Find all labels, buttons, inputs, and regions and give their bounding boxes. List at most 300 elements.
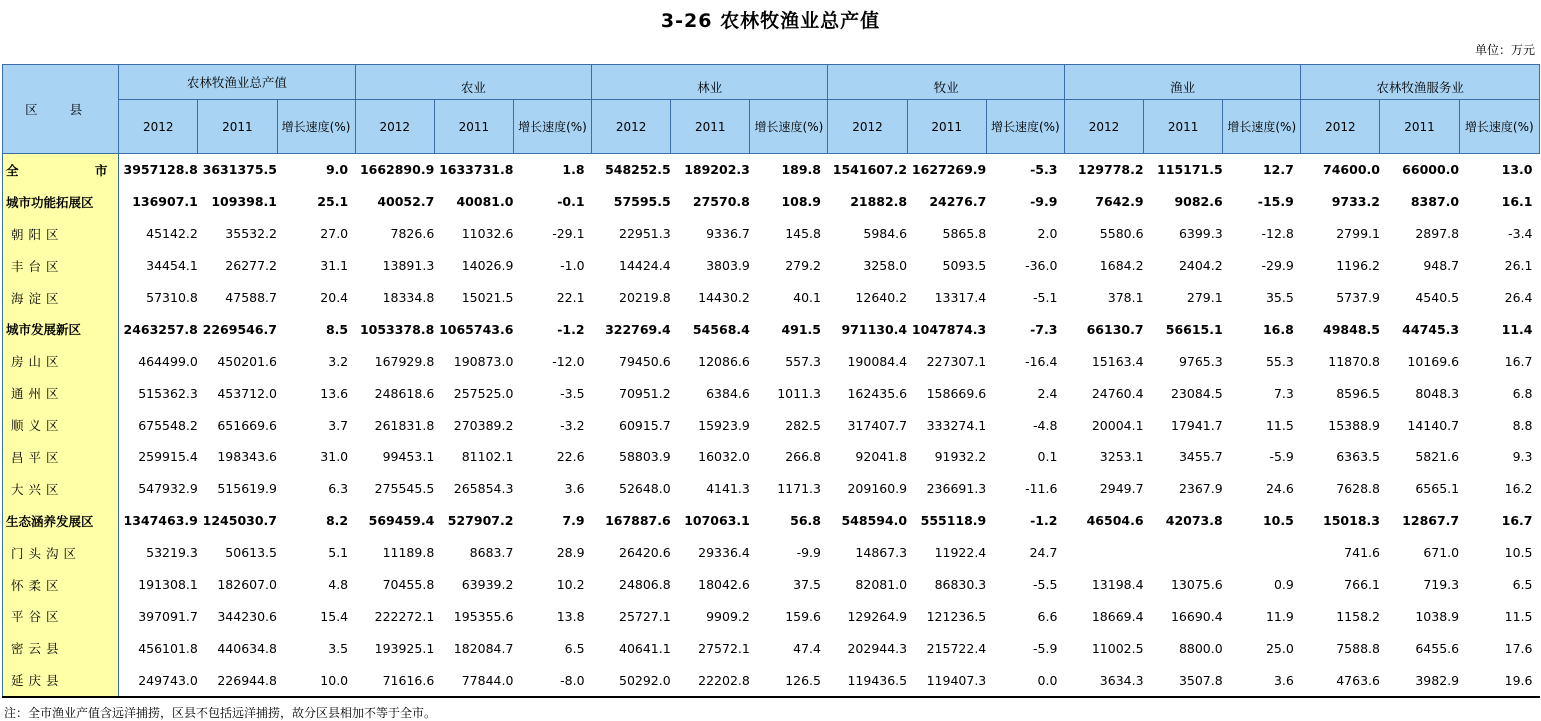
table-row	[3, 313, 1540, 345]
value-cell: 26.4	[1504, 290, 1533, 305]
value-cell: 971130.4	[841, 321, 908, 337]
value-cell: 119407.3	[907, 664, 986, 697]
value-cell: 5737.9	[1336, 290, 1380, 305]
value-cell: 3258.0	[863, 258, 908, 274]
value-cell: 4.8	[328, 577, 349, 593]
value-cell: 257525.0	[453, 385, 514, 401]
growth-rate-header: 增长速度(%)	[513, 100, 591, 154]
value-cell: 3.6	[1223, 664, 1301, 697]
value-cell: 236691.3	[926, 481, 987, 497]
value-cell: 198343.6	[217, 449, 277, 465]
value-cell: 35.5	[1265, 290, 1294, 305]
value-cell: 6399.3	[1178, 226, 1223, 242]
value-cell: 548252.5	[605, 162, 671, 178]
table-row	[3, 409, 1540, 441]
table-row	[3, 600, 1540, 632]
year-2011-header: 2011	[907, 100, 986, 154]
value-cell: 26.1	[1504, 258, 1533, 274]
value-cell: 548594.0	[841, 513, 908, 529]
value-cell: 6.3	[328, 481, 349, 497]
value-cell: 766.1	[1344, 577, 1380, 593]
value-cell: 22951.3	[619, 226, 671, 242]
value-cell: 47.4	[793, 640, 821, 656]
value-cell: 3507.8	[1144, 664, 1223, 697]
value-cell: 397091.7	[138, 608, 198, 624]
value-cell: 2.4	[1037, 385, 1058, 401]
value-cell: 675548.2	[138, 417, 198, 433]
table-row	[3, 377, 1540, 409]
value-cell: -8.0	[513, 664, 591, 697]
value-cell: 35532.2	[225, 226, 277, 242]
value-cell: 8800.0	[1178, 640, 1223, 656]
value-cell: 3.7	[328, 417, 349, 433]
value-cell: 440634.8	[217, 640, 277, 656]
year-2011-header: 2011	[1144, 100, 1223, 154]
value-cell: 16690.4	[1170, 608, 1223, 624]
value-cell: 190873.0	[453, 353, 514, 369]
value-cell: 11189.8	[382, 545, 435, 561]
value-cell: 7826.6	[390, 226, 435, 242]
value-cell: 378.1	[1107, 290, 1144, 305]
value-cell: 0.0	[986, 664, 1064, 697]
value-cell: 4763.6	[1301, 664, 1380, 697]
value-cell: 515362.3	[138, 385, 198, 401]
value-cell: 129264.9	[847, 608, 908, 624]
value-cell: 6.6	[1037, 608, 1058, 624]
value-cell	[1223, 537, 1301, 569]
table-row	[3, 537, 1540, 569]
value-cell: 24760.4	[1091, 385, 1144, 401]
value-cell: 13.0	[1501, 162, 1533, 178]
value-cell: -4.8	[1033, 417, 1058, 433]
value-cell: 31.0	[320, 449, 349, 465]
value-cell: 16032.0	[698, 449, 750, 465]
value-cell: -5.9	[1033, 640, 1058, 656]
table-row	[3, 632, 1540, 664]
value-cell: 1011.3	[777, 385, 821, 401]
value-cell: -1.2	[557, 321, 585, 337]
value-cell: 86830.3	[934, 577, 987, 593]
value-cell: 5580.6	[1099, 226, 1144, 242]
value-cell: 5984.6	[863, 226, 908, 242]
value-cell: 37.5	[793, 577, 821, 593]
value-cell: 145.8	[785, 226, 821, 242]
value-cell: 52648.0	[619, 481, 671, 497]
region-header: 区 县	[3, 65, 119, 154]
value-cell: 24276.7	[929, 194, 987, 210]
value-cell: 5865.8	[942, 226, 987, 242]
table-row	[3, 441, 1540, 473]
value-cell: 1684.2	[1099, 258, 1144, 274]
value-cell: 71616.6	[355, 664, 434, 697]
value-cell: 226944.8	[198, 664, 277, 697]
header-forestry: 林业	[592, 65, 828, 100]
header-services: 农林牧渔服务业	[1301, 65, 1540, 100]
value-cell: 279.1	[1186, 290, 1223, 305]
table-row	[3, 505, 1540, 537]
value-cell: 6.5	[564, 640, 585, 656]
value-cell: 11.5	[1265, 417, 1294, 433]
value-cell: 491.5	[781, 321, 821, 337]
value-cell: 44745.3	[1402, 321, 1460, 337]
value-cell: 20004.1	[1091, 417, 1144, 433]
value-cell: 24.6	[1265, 481, 1294, 497]
header-animal-husbandry: 牧业	[828, 65, 1064, 100]
value-cell: 10.5	[1262, 513, 1294, 529]
value-cell: 2897.8	[1415, 226, 1460, 242]
value-cell: 126.5	[750, 664, 828, 697]
value-cell: 55.3	[1265, 353, 1294, 369]
value-cell: 82081.0	[855, 577, 908, 593]
value-cell: 24.7	[1029, 545, 1058, 561]
value-cell: 6.5	[1512, 577, 1533, 593]
value-cell: 2367.9	[1178, 481, 1223, 497]
value-cell: 63939.2	[461, 577, 514, 593]
value-cell: -12.0	[552, 353, 585, 369]
value-cell: -36.0	[1025, 258, 1058, 274]
value-cell: 42073.8	[1165, 513, 1223, 529]
value-cell: 6363.5	[1336, 449, 1380, 465]
year-2011-header: 2011	[1380, 100, 1459, 154]
value-cell: 14867.3	[855, 545, 908, 561]
value-cell: 1633731.8	[439, 162, 514, 178]
region-name: 全 市	[3, 154, 119, 186]
value-cell: 5.1	[328, 545, 349, 561]
value-cell: 12086.6	[698, 353, 750, 369]
value-cell: 47588.7	[225, 290, 277, 305]
value-cell: 193925.1	[374, 640, 435, 656]
value-cell: 195355.6	[453, 608, 514, 624]
value-cell: -15.9	[1257, 194, 1294, 210]
value-cell: 2404.2	[1178, 258, 1223, 274]
region-name: 怀柔区	[3, 569, 119, 601]
value-cell: 450201.6	[217, 353, 277, 369]
value-cell: 6.8	[1512, 385, 1533, 401]
value-cell: 25727.1	[619, 608, 671, 624]
region-name: 朝阳区	[3, 218, 119, 250]
value-cell: 8.2	[325, 513, 349, 529]
value-cell: 15388.9	[1328, 417, 1380, 433]
growth-rate-header: 增长速度(%)	[750, 100, 828, 154]
value-cell: 34454.1	[146, 258, 198, 274]
value-cell: 8.5	[325, 321, 349, 337]
value-cell: 344230.6	[217, 608, 277, 624]
value-cell: -11.6	[1025, 481, 1058, 497]
value-cell: 182084.7	[453, 640, 514, 656]
value-cell: 21882.8	[850, 194, 908, 210]
value-cell: 6455.6	[1415, 640, 1460, 656]
value-cell: 70951.2	[619, 385, 671, 401]
value-cell: -5.5	[1033, 577, 1058, 593]
value-cell: 99453.1	[382, 449, 435, 465]
value-cell: 19.6	[1459, 664, 1539, 697]
value-cell: -1.0	[560, 258, 585, 274]
year-2012-header: 2012	[355, 100, 434, 154]
table-row	[3, 154, 1540, 186]
value-cell: 7628.8	[1336, 481, 1380, 497]
table-row	[3, 282, 1540, 314]
value-cell: 2949.7	[1099, 481, 1144, 497]
value-cell: 66130.7	[1086, 321, 1144, 337]
value-cell: -29.9	[1261, 258, 1294, 274]
region-name: 通州区	[3, 377, 119, 409]
value-cell: 15923.9	[698, 417, 750, 433]
value-cell: 3.6	[564, 481, 585, 497]
value-cell: 1171.3	[777, 481, 821, 497]
value-cell: 1.8	[562, 162, 585, 178]
value-cell: 4141.3	[706, 481, 750, 497]
value-cell: 20.4	[320, 290, 349, 305]
value-cell: 3253.1	[1099, 449, 1144, 465]
value-cell: 249743.0	[119, 664, 198, 697]
value-cell: 259915.4	[138, 449, 198, 465]
value-cell: 9.3	[1512, 449, 1533, 465]
value-cell: 322769.4	[605, 321, 671, 337]
value-cell: 158669.6	[926, 385, 987, 401]
value-cell: 8.8	[1512, 417, 1533, 433]
value-cell: 66000.0	[1402, 162, 1460, 178]
value-cell: 136907.1	[132, 194, 198, 210]
value-cell: 11.5	[1504, 608, 1533, 624]
value-cell: 108.9	[781, 194, 821, 210]
value-cell: 8387.0	[1410, 194, 1460, 210]
value-cell: 6384.6	[706, 385, 750, 401]
value-cell: 4540.5	[1415, 290, 1460, 305]
value-cell: 8048.3	[1415, 385, 1460, 401]
table-row	[3, 345, 1540, 377]
value-cell: 27.0	[320, 226, 349, 242]
value-cell: 11.4	[1501, 321, 1533, 337]
value-cell: 1196.2	[1336, 258, 1380, 274]
table-row	[3, 569, 1540, 601]
value-cell: 7.3	[1273, 385, 1294, 401]
year-2012-header: 2012	[1301, 100, 1380, 154]
value-cell: 333274.1	[926, 417, 987, 433]
value-cell: 49848.5	[1323, 321, 1380, 337]
value-cell: 12867.7	[1402, 513, 1460, 529]
region-name: 延庆县	[3, 664, 119, 697]
value-cell: 26277.2	[225, 258, 277, 274]
year-2011-header: 2011	[198, 100, 277, 154]
value-cell: 191308.1	[138, 577, 198, 593]
value-cell: 57595.5	[613, 194, 671, 210]
value-cell: 26420.6	[619, 545, 671, 561]
value-cell: 8683.7	[469, 545, 514, 561]
value-cell: 11.9	[1265, 608, 1294, 624]
value-cell: 282.5	[785, 417, 821, 433]
table-row	[3, 250, 1540, 282]
value-cell: 50613.5	[225, 545, 277, 561]
value-cell: 1347463.9	[123, 513, 198, 529]
value-cell: 248618.6	[374, 385, 435, 401]
year-2011-header: 2011	[434, 100, 513, 154]
value-cell: 13.6	[320, 385, 349, 401]
value-cell: 53219.3	[146, 545, 198, 561]
value-cell: 10169.6	[1407, 353, 1460, 369]
value-cell: 13891.3	[382, 258, 435, 274]
value-cell: 56.8	[790, 513, 821, 529]
value-cell: 456101.8	[138, 640, 198, 656]
value-cell: 190084.4	[847, 353, 908, 369]
value-cell: 18334.8	[382, 290, 435, 305]
value-cell: 54568.4	[692, 321, 750, 337]
value-cell: 0.9	[1273, 577, 1294, 593]
value-cell: 270389.2	[453, 417, 514, 433]
value-cell	[1064, 537, 1143, 569]
value-cell: 24806.8	[619, 577, 671, 593]
subheader-row	[3, 100, 1540, 154]
value-cell: 453712.0	[217, 385, 277, 401]
region-name: 生态涵养发展区	[3, 505, 119, 537]
value-cell: 57310.8	[146, 290, 198, 305]
value-cell: -1.2	[1030, 513, 1058, 529]
value-cell: 719.3	[1423, 577, 1460, 593]
value-cell: 7.9	[562, 513, 585, 529]
value-cell: -3.4	[1508, 226, 1533, 242]
year-2012-header: 2012	[828, 100, 907, 154]
value-cell: 9082.6	[1174, 194, 1223, 210]
value-cell: 45142.2	[146, 226, 198, 242]
value-cell: 189202.3	[684, 162, 750, 178]
value-cell: 1662890.9	[359, 162, 435, 178]
value-cell: 3.5	[328, 640, 349, 656]
value-cell: 119436.5	[828, 664, 907, 697]
value-cell: 3.2	[328, 353, 349, 369]
value-cell: 14140.7	[1407, 417, 1460, 433]
value-cell: -9.9	[1030, 194, 1058, 210]
value-cell: 651669.6	[217, 417, 277, 433]
year-2011-header: 2011	[671, 100, 750, 154]
value-cell: 22202.8	[671, 664, 750, 697]
value-cell: 7642.9	[1095, 194, 1144, 210]
value-cell: 8596.5	[1336, 385, 1380, 401]
value-cell: 11870.8	[1328, 353, 1380, 369]
value-cell: 31.1	[320, 258, 349, 274]
value-cell: 18042.6	[698, 577, 750, 593]
header-agriculture: 农业	[355, 65, 591, 100]
value-cell: 92041.8	[855, 449, 908, 465]
value-cell: -3.2	[560, 417, 585, 433]
value-cell: 10.5	[1504, 545, 1533, 561]
value-cell: 189.8	[781, 162, 821, 178]
value-cell: 3634.3	[1064, 664, 1143, 697]
value-cell: 2.0	[1037, 226, 1058, 242]
growth-rate-header: 增长速度(%)	[1223, 100, 1301, 154]
value-cell: 12640.2	[855, 290, 908, 305]
value-cell: -7.3	[1030, 321, 1058, 337]
value-cell: 1047874.3	[911, 321, 987, 337]
value-cell: 215722.4	[926, 640, 987, 656]
value-cell: 1627269.9	[911, 162, 987, 178]
value-cell: 16.2	[1504, 481, 1533, 497]
value-cell	[1144, 537, 1223, 569]
value-cell: 3455.7	[1178, 449, 1223, 465]
value-cell: 40081.0	[456, 194, 514, 210]
value-cell: 91932.2	[934, 449, 987, 465]
value-cell: 79450.6	[619, 353, 671, 369]
value-cell: 60915.7	[619, 417, 671, 433]
growth-rate-header: 增长速度(%)	[986, 100, 1064, 154]
value-cell: 2463257.8	[123, 321, 198, 337]
value-cell: 3803.9	[706, 258, 750, 274]
value-cell: 11002.5	[1091, 640, 1144, 656]
value-cell: 275545.5	[374, 481, 435, 497]
value-cell: -3.5	[560, 385, 585, 401]
value-cell: 547932.9	[138, 481, 198, 497]
value-cell: 28.9	[556, 545, 585, 561]
value-cell: 741.6	[1344, 545, 1380, 561]
value-cell: 16.7	[1501, 513, 1533, 529]
table-row	[3, 664, 1540, 697]
value-cell: 70455.8	[382, 577, 435, 593]
value-cell: 167929.8	[374, 353, 435, 369]
output-value-table	[2, 64, 1540, 698]
value-cell: 948.7	[1423, 258, 1460, 274]
value-cell: 202944.3	[847, 640, 908, 656]
value-cell: 9733.2	[1331, 194, 1380, 210]
value-cell: 11922.4	[934, 545, 987, 561]
value-cell: 109398.1	[211, 194, 277, 210]
value-cell: 279.2	[785, 258, 821, 274]
value-cell: 14430.2	[698, 290, 750, 305]
region-name: 密云县	[3, 632, 119, 664]
value-cell: 121236.5	[926, 608, 987, 624]
value-cell: 209160.9	[847, 481, 908, 497]
value-cell: -16.4	[1025, 353, 1058, 369]
region-name: 大兴区	[3, 473, 119, 505]
value-cell: -29.1	[552, 226, 585, 242]
value-cell: 13317.4	[934, 290, 987, 305]
region-name: 昌平区	[3, 441, 119, 473]
year-2012-header: 2012	[119, 100, 198, 154]
value-cell: 5093.5	[942, 258, 987, 274]
value-cell: 266.8	[785, 449, 821, 465]
value-cell: 15.4	[320, 608, 349, 624]
value-cell: 3982.9	[1380, 664, 1459, 697]
value-cell: 9.0	[325, 162, 349, 178]
value-cell: 265854.3	[453, 481, 514, 497]
value-cell: 9765.3	[1178, 353, 1223, 369]
value-cell: 56615.1	[1165, 321, 1223, 337]
value-cell: 2799.1	[1336, 226, 1380, 242]
value-cell: 0.1	[1037, 449, 1058, 465]
value-cell: 227307.1	[926, 353, 987, 369]
value-cell: 9909.2	[706, 608, 750, 624]
value-cell: 25.0	[1265, 640, 1294, 656]
value-cell: 15163.4	[1091, 353, 1144, 369]
value-cell: 13075.6	[1170, 577, 1223, 593]
value-cell: -12.8	[1261, 226, 1294, 242]
value-cell: 40052.7	[377, 194, 435, 210]
value-cell: 9336.7	[706, 226, 750, 242]
value-cell: 3631375.5	[202, 162, 277, 178]
region-name: 丰台区	[3, 250, 119, 282]
value-cell: 1245030.7	[202, 513, 277, 529]
region-name: 城市发展新区	[3, 313, 119, 345]
value-cell: 20219.8	[619, 290, 671, 305]
value-cell: 12.7	[1262, 162, 1294, 178]
value-cell: 261831.8	[374, 417, 435, 433]
value-cell: 5821.6	[1415, 449, 1460, 465]
growth-rate-header: 增长速度(%)	[1459, 100, 1539, 154]
table-body	[3, 154, 1540, 698]
value-cell: 115171.5	[1157, 162, 1223, 178]
value-cell: 17941.7	[1170, 417, 1223, 433]
value-cell: 6565.1	[1415, 481, 1460, 497]
value-cell: -5.1	[1033, 290, 1058, 305]
value-cell: 23084.5	[1170, 385, 1223, 401]
value-cell: 27570.8	[692, 194, 750, 210]
